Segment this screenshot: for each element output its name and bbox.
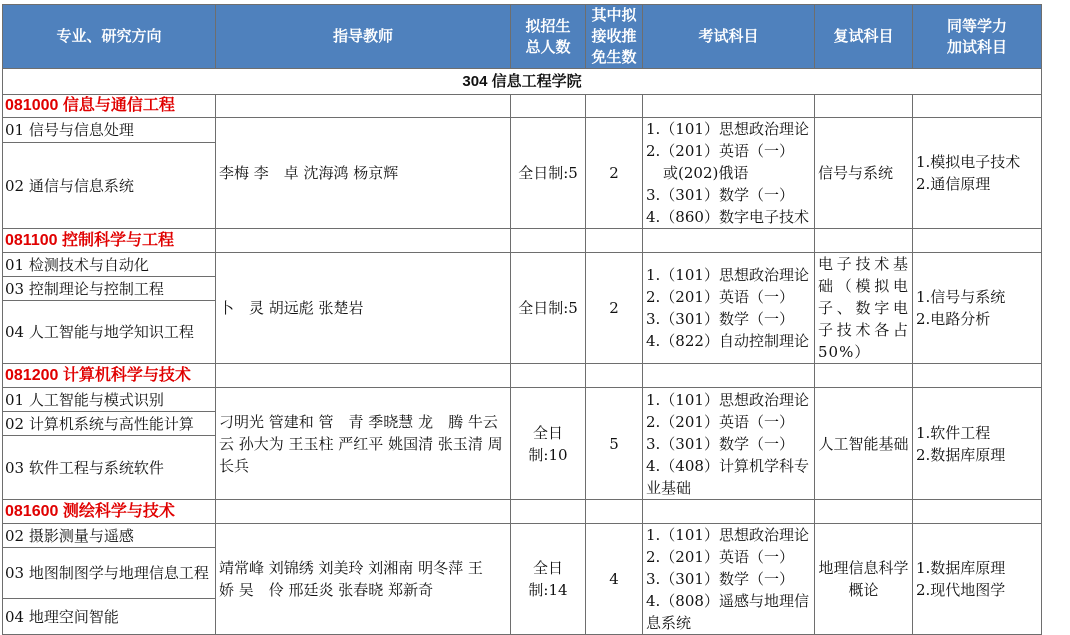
retest-subject: 地理信息科学概论	[815, 524, 913, 635]
supervisor-list: 靖常峰 刘锦绣 刘美玲 刘湘南 明冬萍 王 娇 吴 伶 邢廷炎 张春晓 郑新奇	[216, 524, 511, 635]
exempt-cell: 2	[586, 118, 643, 229]
exam-subjects: 1.（101）思想政治理论 2.（201）英语（一） 3.（301）数学（一） 4.（822）自动控制理论	[643, 253, 815, 364]
exempt-cell: 5	[586, 388, 643, 500]
direction-item: 01 信号与信息处理	[3, 118, 216, 143]
direction-item: 04 地理空间智能	[3, 599, 216, 635]
header-exempt: 其中拟 接收推 免生数	[586, 5, 643, 69]
major-title: 081000 信息与通信工程	[3, 95, 216, 118]
major-title: 081100 控制科学与工程	[3, 229, 216, 253]
direction-item: 02 摄影测量与遥感	[3, 524, 216, 548]
quota-cell: 全日制:14	[511, 524, 586, 635]
retest-subject: 电子技术基础（模拟电子、数字电子技术各占50%）	[815, 253, 913, 364]
header-quota: 拟招生 总人数	[511, 5, 586, 69]
retest-subject: 人工智能基础	[815, 388, 913, 500]
direction-item: 04 人工智能与地学知识工程	[3, 301, 216, 364]
exam-subjects: 1.（101）思想政治理论 2.（201）英语（一） 3.（301）数学（一） 4.（808）遥感与地理信 息系统	[643, 524, 815, 635]
additional-subjects: 1.软件工程 2.数据库原理	[913, 388, 1042, 500]
direction-item: 01 检测技术与自动化	[3, 253, 216, 277]
header-exam: 考试科目	[643, 5, 815, 69]
exempt-cell: 4	[586, 524, 643, 635]
supervisor-list: 李梅 李 卓 沈海鸿 杨京辉	[216, 118, 511, 229]
direction-item: 02 计算机系统与高性能计算	[3, 412, 216, 436]
header-supervisor: 指导教师	[216, 5, 511, 69]
direction-item: 03 控制理论与控制工程	[3, 277, 216, 301]
header-row	[3, 5, 1042, 69]
major-title: 081200 计算机科学与技术	[3, 364, 216, 388]
header-retest: 复试科目	[815, 5, 913, 69]
supervisor-list: 卜 灵 胡远彪 张楚岩	[216, 253, 511, 364]
direction-item: 01 人工智能与模式识别	[3, 388, 216, 412]
college-title: 304 信息工程学院	[3, 69, 1042, 95]
direction-item: 02 通信与信息系统	[3, 143, 216, 229]
supervisor-list: 刁明光 管建和 管 青 季晓慧 龙 腾 牛云云 孙大为 王玉柱 严红平 姚国清 张玉清 周长兵	[216, 388, 511, 500]
quota-cell: 全日制:5	[511, 253, 586, 364]
additional-subjects: 1.模拟电子技术 2.通信原理	[913, 118, 1042, 229]
quota-cell: 全日制:10	[511, 388, 586, 500]
additional-subjects: 1.数据库原理 2.现代地图学	[913, 524, 1042, 635]
header-additional: 同等学力 加试科目	[913, 5, 1042, 69]
quota-cell: 全日制:5	[511, 118, 586, 229]
exempt-cell: 2	[586, 253, 643, 364]
additional-subjects: 1.信号与系统 2.电路分析	[913, 253, 1042, 364]
exam-subjects: 1.（101）思想政治理论 2.（201）英语（一） 或(202)俄语 3.（301）数学（一） 4.（860）数字电子技术	[643, 118, 815, 229]
exam-subjects: 1.（101）思想政治理论 2.（201）英语（一） 3.（301）数学（一） 4.（408）计算机学科专 业基础	[643, 388, 815, 500]
direction-item: 03 软件工程与系统软件	[3, 436, 216, 500]
retest-subject: 信号与系统	[815, 118, 913, 229]
admission-table	[2, 4, 1042, 635]
direction-item: 03 地图制图学与地理信息工程	[3, 548, 216, 599]
major-title: 081600 测绘科学与技术	[3, 500, 216, 524]
header-major: 专业、研究方向	[3, 5, 216, 69]
